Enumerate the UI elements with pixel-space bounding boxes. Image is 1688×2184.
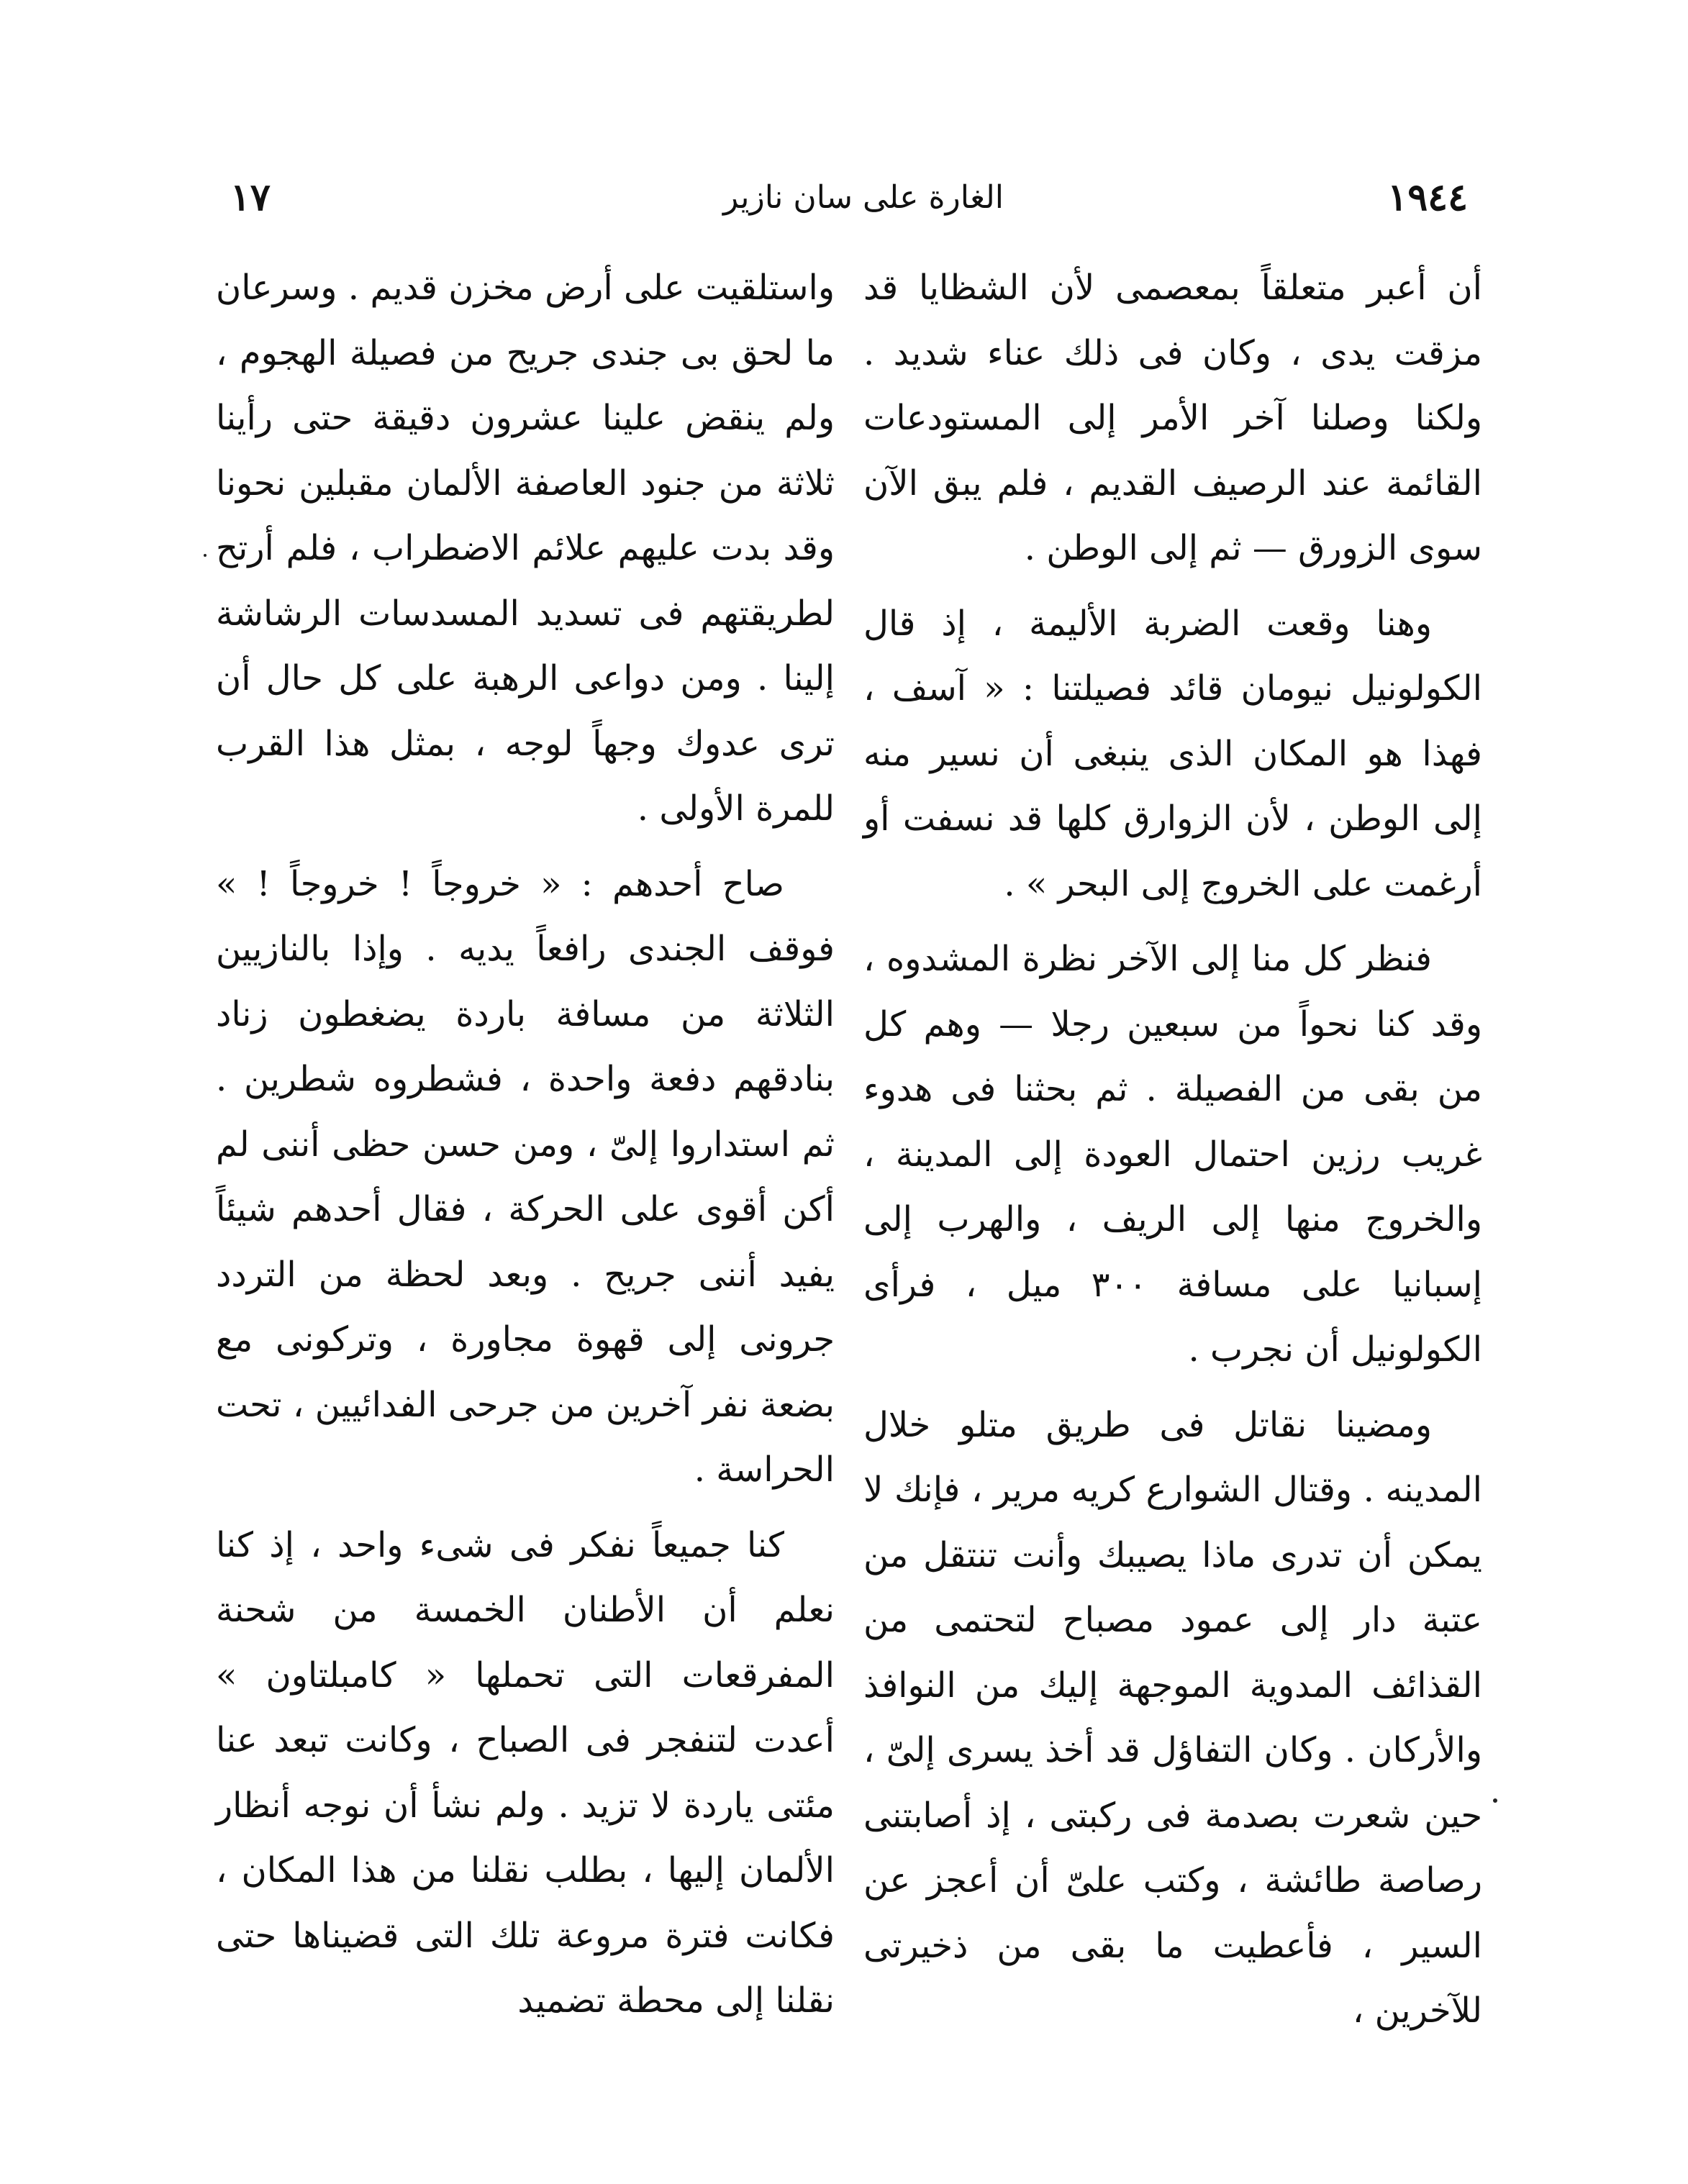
paragraph: صاح أحدهم : « خروجاً ! خروجاً ! » فوقف الجندى رافعاً يديه . وإذا بالنازيين الثلاثة من مسافة باردة يضغطون زناد بنادقهم دفعة واحدة ، فشطروه شطرين . ثم استداروا إلىّ ، ومن حسن حظى أننى لم أكن أقوى على الحركة ، فقال أحدهم شيئاً يفيد أننى جريح . وبعد لحظة من التردد جرونى إلى قهوة مجاورة ، وتركونى مع بضعة نفر آخرين من جرحى الفدائيين ، تحت الحراسة . — [216, 863, 835, 1490]
paragraph: ومضينا نقاتل فى طريق متلو خلال المدينه . وقتال الشوارع كريه مرير ، فإنك لا يمكن أن تدرى ماذا يصيبك وأنت تنتقل من عتبة دار إلى عمود مصباح لتحتمى من القذائف المدوية الموجهة إليك من النوافذ والأركان . وكان التفاؤل قد أخذ يسرى إلىّ ، حين شعرت بصدمة فى ركبتى ، إذ أصابتنى رصاصة طائشة ، وكتب علىّ أن أعجز عن السير ، فأعطيت ما بقى من ذخيرتى للآخرين ، — [863, 1404, 1482, 2031]
scan-speck — [1493, 1798, 1497, 1803]
paragraph: فنظر كل منا إلى الآخر نظرة المشدوه ، وقد كنا نحواً من سبعين رجلا — وهم كل من بقى من الفصيلة . ثم بحثنا فى هدوء غريب رزين احتمال العودة إلى المدينة ، والخروج منها إلى الريف ، والهرب إلى إسبانيا على مسافة ٣٠٠ ميل ، فرأى الكولونيل أن نجرب . — [863, 939, 1482, 1370]
paragraph: أن أعبر متعلقاً بمعصمى لأن الشظايا قد مزقت يدى ، وكان فى ذلك عناء شديد . ولكنا وصلنا آخر الأمر إلى المستودعات القائمة عند الرصيف القديم ، فلم يبق الآن سوى الزورق — ثم إلى الوطن . — [863, 268, 1483, 568]
page-number: ١٧ — [230, 176, 271, 219]
running-title: الغارة على سان نازير — [722, 179, 1004, 216]
scan-speck — [204, 554, 207, 557]
page-year: ١٩٤٤ — [1387, 176, 1468, 219]
right-column — [863, 255, 1482, 2044]
left-column — [216, 255, 835, 2034]
paragraph: واستلقيت على أرض مخزن قديم . وسرعان ما لحق بى جندى جريح من فصيلة الهجوم ، ولم ينقض علينا عشرون دقيقة حتى رأينا ثلاثة من جنود العاصفة الألمان مقبلين نحونا وقد بدت عليهم علائم الاضطراب ، فلم أرتح لطريقتهم فى تسديد المسدسات الرشاشة إلينا . ومن دواعى الرهبة على كل حال أن ترى عدوك وجهاً لوجه ، بمثل هذا القرب للمرة الأولى . — [216, 268, 835, 829]
page-header — [216, 165, 1475, 230]
paragraph: كنا جميعاً نفكر فى شىء واحد ، إذ كنا نعلم أن الأطنان الخمسة من شحنة المفرقعات التى تحملها « كامبلتاون » أعدت لتنفجر فى الصباح ، وكانت تبعد عنا مئتى ياردة لا تزيد . ولم نشأ أن نوجه أنظار الألمان إليها ، بطلب نقلنا من هذا المكان ، فكانت فترة مروعة تلك التى قضيناها حتى نقلنا إلى محطة تضميد — [216, 1524, 835, 2021]
paragraph: وهنا وقعت الضربة الأليمة ، إذ قال الكولونيل نيومان قائد فصيلتنا : « آسف ، فهذا هو المكان الذى ينبغى أن نسير منه إلى الوطن ، لأن الزوارق كلها قد نسفت أو أرغمت على الخروج إلى البحر » . — [863, 603, 1482, 904]
